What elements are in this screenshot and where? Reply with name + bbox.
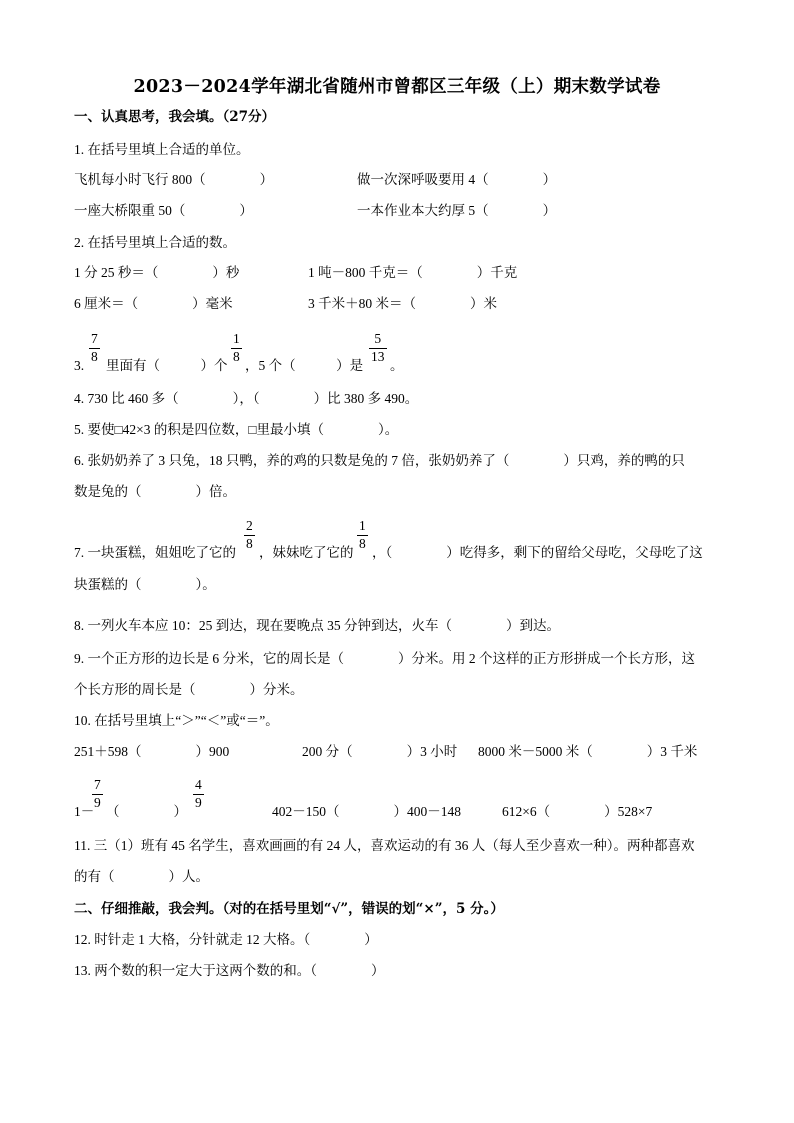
q10-fraction-1-denominator: 9 xyxy=(94,795,101,810)
q2-item-a: 1 分 25 秒＝（ ）秒 xyxy=(74,265,240,280)
q10-fraction-2-numerator: 4 xyxy=(195,777,202,792)
q7-text-3: ，（ ）吃得多，剩下的留给父母吃，父母吃了这 xyxy=(372,545,703,560)
q10-item-d-fraction-2 xyxy=(193,777,204,811)
q3-fraction-1-numerator: 7 xyxy=(91,331,98,346)
q7-fraction-1-numerator: 2 xyxy=(246,518,253,533)
q10-fraction-2-denominator: 9 xyxy=(195,795,202,810)
q5-text: 5. 要使□42×3 的积是四位数，□里最小填（ ）。 xyxy=(74,422,399,437)
q2-item-b: 1 吨－800 千克＝（ ）千克 xyxy=(308,265,518,280)
q9-line-1: 9. 一个正方形的边长是 6 分米，它的周长是（ ）分米。用 2 个这样的正方形拼成一个长方形，这 xyxy=(74,651,695,666)
q8-text: 8. 一列火车本应 10：25 到达，现在要晚点 35 分钟到达，火车（ ）到达。 xyxy=(74,618,560,633)
q3-prefix: 3. xyxy=(74,358,85,373)
q10-item-d-blank: （ ） xyxy=(106,804,187,819)
q1-item-a: 飞机每小时飞行 800（ ） xyxy=(74,172,274,187)
q2-item-d: 3 千米＋80 米＝（ ）米 xyxy=(308,296,497,311)
q3-fraction-2-denominator: 8 xyxy=(233,349,240,364)
q1-item-b: 做一次深呼吸要用 4（ ） xyxy=(357,172,557,187)
q10-fraction-1-numerator: 7 xyxy=(94,777,101,792)
q7-fraction-1 xyxy=(244,518,255,552)
q10-item-d-fraction-1 xyxy=(92,777,103,811)
q7-fraction-2-denominator: 8 xyxy=(359,536,366,551)
section-2-heading: 二、仔细推敲，我会判。（对的在括号里划“√”，错误的划“×”，5 分。） xyxy=(74,901,504,917)
q7-text-2: ，妹妹吃了它的 xyxy=(259,545,354,560)
q7-fraction-2 xyxy=(357,518,368,552)
q1-item-c: 一座大桥限重 50（ ） xyxy=(74,203,253,218)
q10-item-c: 8000 米－5000 米（ ）3 千米 xyxy=(478,744,698,759)
q3-text-2: 里面有（ ）个 xyxy=(106,358,228,373)
q10-item-a: 251＋598（ ）900 xyxy=(74,744,230,759)
q3-fraction-1 xyxy=(89,331,100,365)
q3-fraction-1-denominator: 8 xyxy=(91,349,98,364)
q10-stem: 10. 在括号里填上“＞”“＜”或“＝”。 xyxy=(74,713,279,728)
q3-fraction-2-numerator: 1 xyxy=(233,331,240,346)
q9-line-2: 个长方形的周长是（ ）分米。 xyxy=(74,682,304,697)
q2-stem: 2. 在括号里填上合适的数。 xyxy=(74,235,236,250)
q10-item-b: 200 分（ ）3 小时 xyxy=(302,744,458,759)
q10-item-d-prefix: 1－ xyxy=(74,804,95,819)
section-1-heading: 一、认真思考，我会填。（27分） xyxy=(74,109,276,125)
q10-item-e: 402－150（ ）400－148 xyxy=(272,804,461,819)
q6-line-2: 数是兔的（ ）倍。 xyxy=(74,484,236,499)
q7-line-2: 块蛋糕的（ ）。 xyxy=(74,577,216,592)
q11-line-2: 的有（ ）人。 xyxy=(74,869,209,884)
q4-text: 4. 730 比 460 多（ ），（ ）比 380 多 490。 xyxy=(74,391,419,406)
q3-fraction-2 xyxy=(231,331,242,365)
q10-item-f: 612×6（ ）528×7 xyxy=(502,804,653,819)
q13-text: 13. 两个数的积一定大于这两个数的和。（ ） xyxy=(74,963,385,978)
q7-fraction-1-denominator: 8 xyxy=(246,536,253,551)
q12-text: 12. 时针走 1 大格，分针就走 12 大格。（ ） xyxy=(74,932,378,947)
q6-line-1: 6. 张奶奶养了 3 只兔，18 只鸭，养的鸡的只数是兔的 7 倍，张奶奶养了（ ）只鸡，养的鸭的只 xyxy=(74,453,685,468)
q11-line-1: 11. 三（1）班有 45 名学生，喜欢画画的有 24 人，喜欢运动的有 36 人（每人至少喜欢一种）。两种都喜欢 xyxy=(74,838,695,853)
q2-item-c: 6 厘米＝（ ）毫米 xyxy=(74,296,233,311)
q3-suffix: 。 xyxy=(390,358,404,373)
q7-fraction-2-numerator: 1 xyxy=(359,518,366,533)
q3-fraction-3 xyxy=(369,331,387,365)
q7-text-1: 7. 一块蛋糕，姐姐吃了它的 xyxy=(74,545,236,560)
q1-item-d: 一本作业本大约厚 5（ ） xyxy=(357,203,557,218)
q3-text-3: ，5 个（ ）是 xyxy=(245,358,364,373)
q3-fraction-3-numerator: 5 xyxy=(374,331,382,346)
page-title: 2023－2024学年湖北省随州市曾都区三年级（上）期末数学试卷 xyxy=(133,77,661,97)
q1-stem: 1. 在括号里填上合适的单位。 xyxy=(74,142,250,157)
q3-fraction-3-denominator: 13 xyxy=(371,349,385,364)
